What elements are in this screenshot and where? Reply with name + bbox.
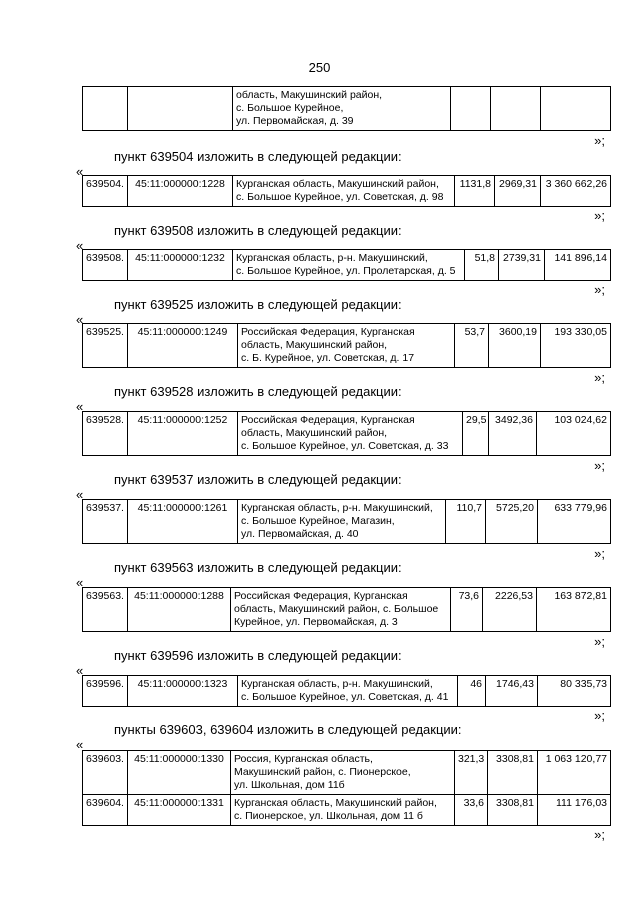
cell-address: [233, 176, 455, 207]
cell-cadastral: 45:11:000000:1330: [128, 751, 231, 795]
cell-total: 633 779,96: [538, 500, 611, 544]
table-row: [83, 588, 611, 632]
table-row: [83, 676, 611, 707]
cell-address: [233, 87, 451, 131]
opening-quote: «: [76, 663, 84, 678]
cell-area: 1131,8: [455, 176, 495, 207]
cell-total: 1 063 120,77: [538, 751, 611, 795]
closing-quote: »;: [594, 370, 605, 385]
table-row: [83, 500, 611, 544]
cell-price: [491, 87, 541, 131]
opening-quote: «: [76, 487, 84, 502]
cell-price: 2739,31: [499, 250, 545, 281]
cell-total: 163 872,81: [537, 588, 611, 632]
table-row: [83, 412, 611, 456]
address-line: область, Макушинский район,: [241, 427, 388, 439]
address-line: ул. Школьная, дом 11б: [234, 779, 345, 791]
amendment-instruction: пункты 639603, 639604 изложить в следующей редакции:: [114, 722, 462, 737]
address-line: Россия, Курганская область,: [234, 753, 373, 765]
cell-price: 3308,81: [488, 751, 538, 795]
record-table: [82, 175, 611, 207]
cell-address: [231, 588, 451, 632]
address-line: Российская Федерация, Курганская: [241, 414, 415, 426]
cell-price: 5725,20: [486, 500, 538, 544]
cell-area: 33,6: [455, 795, 488, 826]
cell-area: 73,6: [451, 588, 483, 632]
cell-cadastral: 45:11:000000:1252: [128, 412, 238, 456]
cell-cadastral: 45:11:000000:1331: [128, 795, 231, 826]
address-line: с. Пионерское, ул. Школьная, дом 11 б: [234, 810, 423, 822]
cell-num: 639504.: [83, 176, 128, 207]
cell-cadastral: 45:11:000000:1249: [128, 324, 238, 368]
cell-address: [238, 676, 458, 707]
cell-price: 3308,81: [488, 795, 538, 826]
cell-num: 639508.: [83, 250, 128, 281]
address-line: с. Большое Курейное, ул. Советская, д. 33: [241, 440, 449, 452]
cell-total: 80 335,73: [538, 676, 611, 707]
cell-num: [83, 87, 128, 131]
cell-num: 639604.: [83, 795, 128, 826]
table-row: [83, 795, 611, 826]
opening-quote: «: [76, 575, 84, 590]
cell-cadastral: 45:11:000000:1323: [128, 676, 238, 707]
address-line: с. Большое Курейное, ул. Советская, д. 98: [236, 191, 444, 203]
cell-area: 110,7: [446, 500, 486, 544]
record-table: [82, 499, 611, 544]
address-line: Российская Федерация, Курганская: [241, 326, 415, 338]
cell-price: 2969,31: [495, 176, 541, 207]
closing-quote: »;: [594, 708, 605, 723]
cell-total: 141 896,14: [545, 250, 611, 281]
closing-quote: »;: [594, 208, 605, 223]
cell-cadastral: 45:11:000000:1261: [128, 500, 238, 544]
cell-num: 639596.: [83, 676, 128, 707]
opening-quote: «: [76, 238, 84, 253]
table-row: [83, 87, 611, 131]
amendment-instruction: пункт 639525 изложить в следующей редакции:: [114, 297, 402, 312]
record-table: [82, 411, 611, 456]
cell-price: 2226,53: [483, 588, 537, 632]
address-line: с. Большое Курейное,: [236, 102, 344, 114]
cell-cadastral: 45:11:000000:1232: [128, 250, 233, 281]
amendment-instruction: пункт 639563 изложить в следующей редакции:: [114, 560, 402, 575]
page-number: 250: [308, 60, 331, 75]
address-line: Курганская область, р-н. Макушинский,: [241, 502, 433, 514]
amendment-instruction: пункт 639508 изложить в следующей редакции:: [114, 223, 402, 238]
amendment-instruction: пункт 639528 изложить в следующей редакции:: [114, 384, 402, 399]
cell-area: 29,5: [463, 412, 489, 456]
cell-price: 1746,43: [486, 676, 538, 707]
cell-num: 639563.: [83, 588, 128, 632]
cell-area: 51,8: [465, 250, 499, 281]
address-line: с. Б. Курейное, ул. Советская, д. 17: [241, 352, 415, 364]
cell-address: [231, 751, 455, 795]
opening-quote: «: [76, 312, 84, 327]
address-line: ул. Первомайская, д. 39: [236, 115, 354, 127]
address-line: область, Макушинский район, с. Большое: [234, 603, 439, 615]
cell-area: 321,3: [455, 751, 488, 795]
cell-area: 53,7: [455, 324, 489, 368]
cell-address: [238, 324, 455, 368]
record-table: [82, 323, 611, 368]
table-row: [83, 751, 611, 795]
record-table: [82, 675, 611, 707]
record-table: [82, 249, 611, 281]
address-line: Курейное, ул. Первомайская, д. 3: [234, 616, 398, 628]
record-table: [82, 587, 611, 632]
continuation-table: [82, 86, 611, 131]
address-line: Курганская область, Макушинский район,: [234, 797, 437, 809]
address-line: Российская Федерация, Курганская: [234, 590, 408, 602]
address-line: область, Макушинский район,: [241, 339, 388, 351]
cell-price: 3492,36: [489, 412, 537, 456]
closing-quote: »;: [594, 634, 605, 649]
address-line: Курганская область, р-н. Макушинский,: [241, 678, 433, 690]
cell-address: [238, 412, 463, 456]
address-line: область, Макушинский район,: [236, 89, 383, 101]
cell-num: 639528.: [83, 412, 128, 456]
table-row: [83, 324, 611, 368]
record-table: [82, 750, 611, 826]
closing-quote: »;: [594, 827, 605, 842]
cell-num: 639603.: [83, 751, 128, 795]
address-line: Макушинский район, с. Пионерское,: [234, 766, 411, 778]
cell-area: [451, 87, 491, 131]
address-line: с. Большое Курейное, ул. Пролетарская, д. 5: [236, 265, 456, 277]
cell-total: 3 360 662,26: [541, 176, 611, 207]
cell-cadastral: 45:11:000000:1288: [128, 588, 231, 632]
cell-cadastral: [128, 87, 233, 131]
cell-total: 193 330,05: [541, 324, 611, 368]
address-line: ул. Первомайская, д. 40: [241, 528, 359, 540]
cell-num: 639537.: [83, 500, 128, 544]
amendment-instruction: пункт 639537 изложить в следующей редакции:: [114, 472, 402, 487]
address-line: Курганская область, р-н. Макушинский,: [236, 252, 428, 264]
opening-quote: «: [76, 164, 84, 179]
cell-cadastral: 45:11:000000:1228: [128, 176, 233, 207]
closing-quote: »;: [594, 546, 605, 561]
address-line: Курганская область, Макушинский район,: [236, 178, 439, 190]
amendment-instruction: пункт 639504 изложить в следующей редакции:: [114, 149, 402, 164]
closing-quote: »;: [594, 133, 605, 148]
opening-quote: «: [76, 737, 84, 752]
address-line: с. Большое Курейное, Магазин,: [241, 515, 395, 527]
cell-address: [231, 795, 455, 826]
closing-quote: »;: [594, 282, 605, 297]
cell-num: 639525.: [83, 324, 128, 368]
cell-area: 46: [458, 676, 486, 707]
cell-total: 111 176,03: [538, 795, 611, 826]
cell-address: [233, 250, 465, 281]
table-row: [83, 176, 611, 207]
cell-address: [238, 500, 446, 544]
opening-quote: «: [76, 399, 84, 414]
address-line: с. Большое Курейное, ул. Советская, д. 41: [241, 691, 449, 703]
closing-quote: »;: [594, 458, 605, 473]
amendment-instruction: пункт 639596 изложить в следующей редакции:: [114, 648, 402, 663]
cell-price: 3600,19: [489, 324, 541, 368]
table-row: [83, 250, 611, 281]
cell-total: 103 024,62: [537, 412, 611, 456]
cell-total: [541, 87, 611, 131]
